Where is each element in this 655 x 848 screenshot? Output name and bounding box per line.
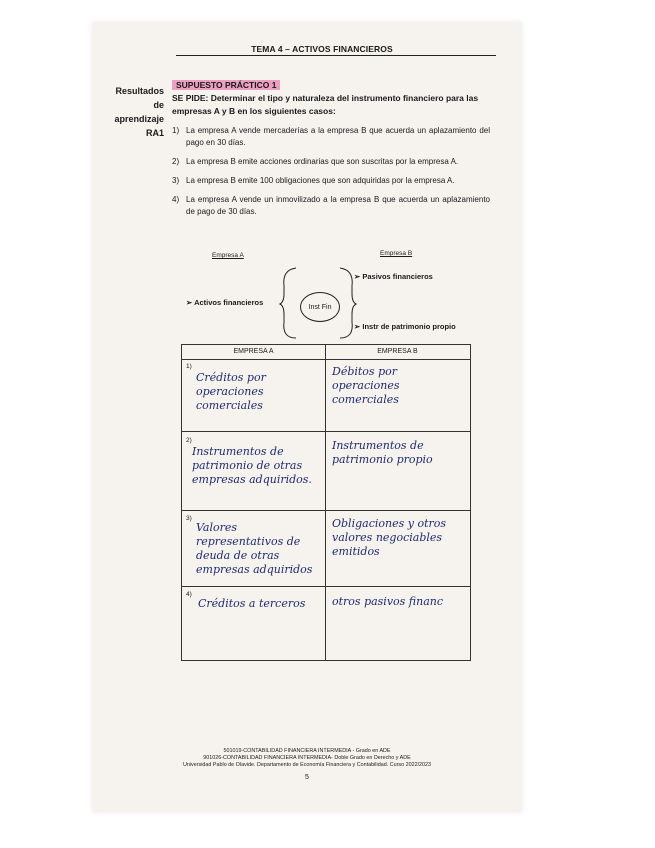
learning-outcomes-line: RA1 xyxy=(145,128,164,138)
case-text: La empresa B emite acciones ordinarias que son suscritas por la empresa A. xyxy=(186,157,459,166)
table-header-company-b: EMPRESA B xyxy=(325,345,470,360)
answer-table xyxy=(181,344,471,661)
case-number: 1) xyxy=(172,126,180,135)
footer-line: Universidad Pablo de Olavide. Departamento de Economía Financiera y Contabilidad. Curso 2022/2023 xyxy=(182,762,432,768)
learning-outcomes-line: aprendizaje xyxy=(114,114,164,124)
learning-outcomes-label xyxy=(106,84,164,140)
footer-line: 501019-CONTABILIDAD FINANCIERA INTERMEDIA - Grado en ADE xyxy=(223,748,391,754)
diagram-center-label: Inst Fin xyxy=(308,303,332,311)
table-header-company-a: EMPRESA A xyxy=(182,345,325,360)
learning-outcomes-line: Resultados de xyxy=(115,86,164,110)
diagram-right-top-item: ➢ Pasivos financieros xyxy=(354,272,433,281)
case-text: La empresa A vende un inmovilizado a la empresa B que acuerda un aplazamiento de pago de 30 días. xyxy=(186,195,490,216)
case-item xyxy=(172,125,490,149)
case-text: La empresa A vende mercaderías a la empresa B que acuerda un aplazamiento del pago en 30 días. xyxy=(186,126,490,147)
exercise-instruction: SE PIDE: Determinar el tipo y naturaleza del instrumento financiero para las empresas A y B en los siguientes casos: xyxy=(172,93,479,116)
diagram-label-company-a: Empresa A xyxy=(212,252,244,259)
table-cell-company-b: Instrumentos de patrimonio propio xyxy=(332,439,433,466)
table-cell-company-b: Obligaciones y otros valores negociables emitidos xyxy=(332,517,447,558)
diagram-center-node xyxy=(300,292,340,322)
diagram-left-item: ➢ Activos financieros xyxy=(186,298,264,307)
table-cell-company-a: Créditos a terceros xyxy=(198,597,306,610)
case-item xyxy=(172,156,490,168)
table-row-divider xyxy=(182,586,470,587)
table-row-number: 1) xyxy=(186,363,192,370)
page-header-title: TEMA 4 – ACTIVOS FINANCIEROS xyxy=(251,44,393,54)
case-number: 3) xyxy=(172,176,180,185)
case-number: 4) xyxy=(172,195,180,204)
page-number: 5 xyxy=(305,774,309,781)
diagram-label-company-b: Empresa B xyxy=(380,250,413,257)
diagram-right-bottom-item: ➢ Instr de patrimonio propio xyxy=(354,322,456,331)
case-item xyxy=(172,194,490,218)
table-row-divider xyxy=(182,510,470,511)
table-row-number: 3) xyxy=(186,515,192,522)
table-row-divider xyxy=(182,431,470,432)
document-page xyxy=(92,22,522,812)
table-cell-company-b: otros pasivos financ xyxy=(332,595,444,608)
table-row-number: 4) xyxy=(186,591,192,598)
table-cell-company-a: Valores representativos de deuda de otras empresas adquiridos xyxy=(196,521,313,576)
table-column-divider xyxy=(325,345,326,660)
exercise-title: SUPUESTO PRÁCTICO 1 xyxy=(172,80,280,90)
header-rule xyxy=(176,55,496,56)
case-list xyxy=(172,125,490,225)
instrument-diagram xyxy=(182,250,482,340)
case-number: 2) xyxy=(172,157,180,166)
case-item xyxy=(172,175,490,187)
page-footer xyxy=(122,748,492,769)
table-cell-company-b: Débitos por operaciones comerciales xyxy=(332,365,400,406)
table-cell-company-a: Créditos por operaciones comerciales xyxy=(196,371,266,412)
case-text: La empresa B emite 100 obligaciones que son adquiridas por la empresa A. xyxy=(186,176,455,185)
footer-line: 901026-CONTABILIDAD FINANCIERA INTERMEDIA- Doble Grado en Derecho y ADE xyxy=(203,755,411,761)
table-cell-company-a: Instrumentos de patrimonio de otras empresas adquiridos. xyxy=(192,445,312,486)
table-row-number: 2) xyxy=(186,437,192,444)
